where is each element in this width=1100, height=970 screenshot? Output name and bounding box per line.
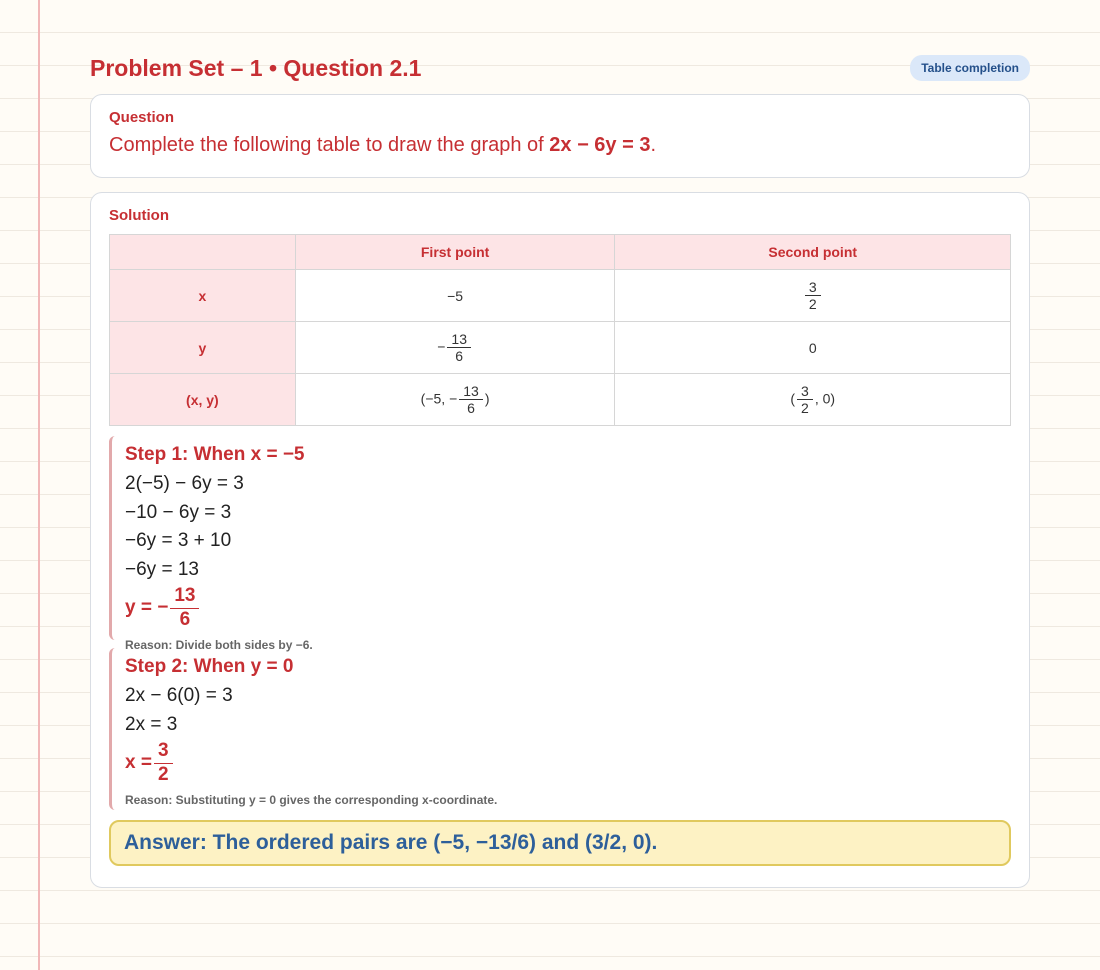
fraction-numerator: 13 — [447, 331, 471, 348]
fraction-denominator: 6 — [467, 400, 475, 416]
table-row-xy — [110, 374, 1011, 426]
pair-prefix: (−5, − — [420, 390, 458, 407]
fraction-denominator: 2 — [808, 296, 817, 312]
pair-suffix: , 0) — [814, 390, 836, 407]
result-prefix: x = — [125, 752, 152, 774]
fraction-numerator: 3 — [154, 740, 173, 764]
step-result — [125, 585, 1011, 632]
table-row-y — [110, 322, 1011, 374]
cell-xy-second — [615, 374, 1011, 426]
cell-x-second — [615, 270, 1011, 322]
result-prefix: y = − — [125, 597, 169, 619]
step-reason: Reason: Divide both sides by −6. — [125, 637, 313, 652]
answer-box: Answer: The ordered pairs are (−5, −13/6) and (3/2, 0). — [109, 820, 1011, 866]
fraction-denominator: 6 — [179, 608, 191, 630]
step-1 — [109, 436, 1011, 652]
question-prefix: Complete the following table to draw the graph of — [109, 134, 550, 156]
fraction-numerator: 3 — [797, 383, 813, 400]
table-header-row — [110, 235, 1011, 270]
equation-line: 2x − 6(0) = 3 — [125, 685, 233, 706]
fraction-numerator: 13 — [459, 383, 483, 400]
cell-y-first — [295, 322, 615, 374]
question-card — [90, 94, 1030, 178]
fraction-numerator: 13 — [170, 585, 199, 609]
type-badge: Table completion — [910, 55, 1030, 81]
cell-x-first: −5 — [295, 270, 615, 322]
step-result — [125, 740, 1011, 787]
negative-sign: − — [437, 338, 446, 355]
table-header-first-point: First point — [295, 235, 615, 270]
question-equation: 2x − 6y = 3 — [549, 134, 651, 156]
notebook-margin-line — [38, 0, 40, 970]
cell-xy-first — [295, 374, 615, 426]
pair-prefix: ( — [790, 390, 796, 407]
fraction — [805, 279, 821, 312]
fraction — [154, 740, 173, 787]
step-reason: Reason: Substituting y = 0 gives the corresponding x-coordinate. — [125, 792, 498, 807]
equation-line: 2x = 3 — [125, 713, 178, 735]
step-title: Step 1: When x = −5 — [125, 444, 305, 465]
solution-label: Solution — [109, 207, 169, 224]
step-2 — [109, 648, 1011, 810]
cell-y-second: 0 — [615, 322, 1011, 374]
fraction — [170, 585, 199, 632]
table-header-second-point: Second point — [615, 235, 1011, 270]
fraction-numerator: 3 — [805, 279, 821, 296]
page-header — [90, 50, 1030, 86]
equation-line: −6y = 3 + 10 — [125, 530, 232, 551]
question-suffix: . — [650, 134, 657, 156]
fraction-denominator: 2 — [157, 763, 169, 785]
equation-line: −6y = 13 — [125, 558, 199, 580]
problem-page — [90, 50, 1030, 888]
table-header-empty — [110, 235, 296, 270]
page-title: Problem Set – 1 • Question 2.1 — [90, 54, 422, 81]
step-title: Step 2: When y = 0 — [125, 656, 294, 677]
row-label-y: y — [110, 322, 296, 374]
fraction-denominator: 2 — [801, 400, 809, 416]
row-label-xy: (x, y) — [110, 374, 296, 426]
question-text — [109, 134, 1011, 157]
equation-line: 2(−5) − 6y = 3 — [125, 473, 244, 494]
solution-card — [90, 192, 1030, 888]
pair-suffix: ) — [484, 390, 490, 407]
fraction — [459, 383, 483, 416]
row-label-x: x — [110, 270, 296, 322]
question-label: Question — [109, 109, 175, 126]
equation-line: −10 − 6y = 3 — [125, 501, 232, 523]
values-table — [109, 234, 1011, 426]
fraction — [447, 331, 471, 364]
fraction-denominator: 6 — [455, 348, 464, 364]
table-row-x — [110, 270, 1011, 322]
fraction — [797, 383, 813, 416]
